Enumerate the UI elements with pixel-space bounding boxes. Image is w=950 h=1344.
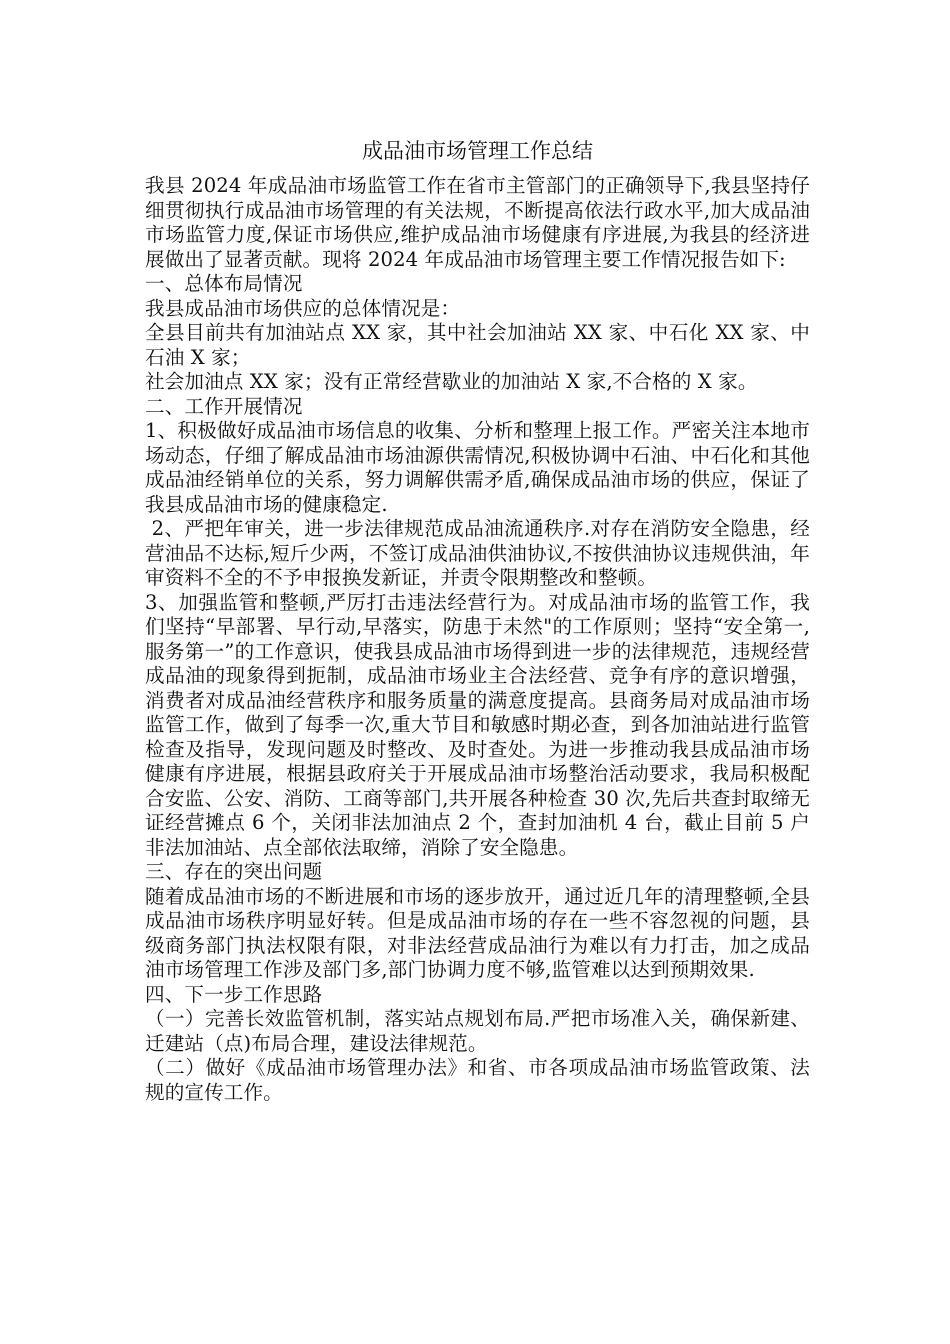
- body-paragraph: 随着成品油市场的不断进展和市场的逐步放开，通过近几年的清理整顿,全县成品油市场秩序明显好转。但是成品油市场的存在一些不容忽视的问题，县级商务部门执法权限有限，对非法经营成品油行为难以有力打击，加之成品油市场管理工作涉及部门多,部门协调力度不够,监管难以达到预期效果.: [145, 884, 810, 981]
- document-title: 成品油市场管理工作总结: [362, 139, 593, 163]
- body-paragraph: （一）完善长效监管机制，落实站点规划布局.严把市场准入关，确保新建、迁建站（点)布局合理，建设法律规范。: [145, 1007, 810, 1055]
- section-heading-2: 二、工作开展情况: [145, 394, 303, 418]
- section-heading-1: 一、总体布局情况: [145, 272, 303, 295]
- body-paragraph: 全县目前共有加油站点 XX 家，其中社会加油站 XX 家、中石化 XX 家、中石油 X 家；: [145, 321, 810, 369]
- body-paragraph: 我县成品油市场供应的总体情况是：: [145, 296, 461, 320]
- section-heading-3: 三、存在的突出问题: [145, 860, 323, 883]
- body-paragraph: 1、积极做好成品油市场信息的收集、分析和整理上报工作。严密关注本地市场动态，仔细了解成品油市场油源供需情况,积极协调中石油、中石化和其他成品油经销单位的关系，努力调解供需矛盾,确保成品油市场的供应，保证了我县成品油市场的健康稳定.: [145, 419, 810, 516]
- document-body: [145, 174, 810, 1105]
- body-paragraph: 2、严把年审关，进一步法律规范成品油流通秩序.对存在消防安全隐患，经营油品不达标,短斤少两，不签订成品油供油协议,不按供油协议违规供油，年审资料不全的不予申报换发新证，并责令限期整改和整顿。: [145, 517, 810, 589]
- body-paragraph: （二）做好《成品油市场管理办法》和省、市各项成品油市场监管政策、法规的宣传工作。: [145, 1056, 810, 1104]
- body-paragraph: 3、加强监管和整顿,严厉打击违法经营行为。对成品油市场的监管工作，我们坚持“早部署、早行动,早落实，防患于未然"的工作原则；坚持“安全第一,服务第一”的工作意识，使我县成品油市场得到进一步的法律规范，违规经营成品油的现象得到扼制，成品油市场业主合法经营、竞争有序的意识增强，消费者对成品油经营秩序和服务质量的满意度提高。县商务局对成品油市场监管工作，做到了每季一次,重大节目和敏感时期必查，到各加油站进行监管检查及指导，发现问题及时整改、及时查处。为进一步推动我县成品油市场健康有序进展，根据县政府关于开展成品油市场整治活动要求，我局积极配合安监、公安、消防、工商等部门,共开展各种检查 30 次,先后共查封取缔无证经营摊点 6 个，关闭非法加油点 2 个，查封加油机 4 台，截止目前 5 户非法加油站、点全部依法取缔，消除了安全隐患。: [145, 590, 810, 859]
- section-heading-4: 四、下一步工作思路: [145, 982, 323, 1006]
- intro-paragraph: 我县 2024 年成品油市场监管工作在省市主管部门的正确领导下,我县坚持仔细贯彻执行成品油市场管理的有关法规，不断提高依法行政水平,加大成品油市场监管力度,保证市场供应,维护成品油市场健康有序进展,为我县的经济进展做出了显著贡献。现将 2024 年成品油市场管理主要工作情况报告如下:: [145, 174, 810, 271]
- body-paragraph: 社会加油点 XX 家；没有正常经营歇业的加油站 X 家,不合格的 X 家。: [145, 370, 758, 393]
- document-page: [145, 138, 810, 1105]
